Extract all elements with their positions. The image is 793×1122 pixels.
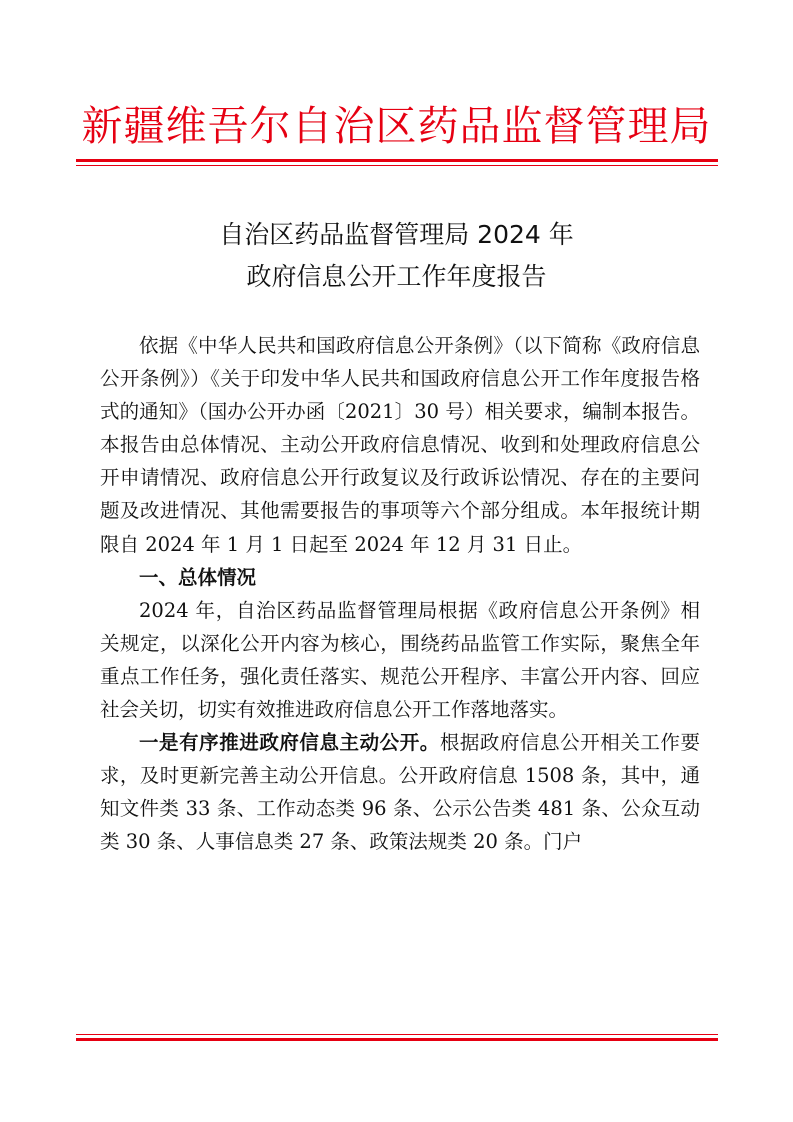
point1-lead: 一是有序推进政府信息主动公开。: [139, 731, 440, 755]
header-rule-thick: [76, 159, 718, 162]
document-title-line2: 政府信息公开工作年度报告: [246, 262, 547, 291]
document-title: [60, 214, 733, 298]
header-rule-thin: [76, 165, 718, 166]
intro-paragraph: 依据《中华人民共和国政府信息公开条例》（以下简称《政府信息公开条例》）《关于印发中华人民共和国政府信息公开工作年度报告格式的通知》（国办公开办函〔2021〕30 号）相关要求，编制本报告。本报告由总体情况、主动公开政府信息情况、收到和处理政府信息公开申请情况、政府信息公开行政复议及行政诉讼情况、存在的主要问题及改进情况、其他需要报告的事项等六个部分组成。本年报统计期限自 2024 年 1 月 1 日起至 2024 年 12 月 31 日止。: [100, 334, 700, 556]
section1-paragraph: 2024 年，自治区药品监督管理局根据《政府信息公开条例》相关规定，以深化公开内容为核心，围绕药品监管工作实际，聚焦全年重点工作任务，强化责任落实、规范公开程序、丰富公开内容、回应社会关切，切实有效推进政府信息公开工作落地落实。: [100, 598, 700, 722]
point1-text: 根据政府信息公开相关工作要求，及时更新完善主动公开信息。公开政府信息 1508 条，其中，通知文件类 33 条、工作动态类 96 条、公示公告类 481 条、公众互动类 30 条、人事信息类 27 条、政策法规类 20 条。门户: [100, 731, 700, 854]
footer-rule-thin: [76, 1034, 718, 1035]
footer-rule-thick: [76, 1038, 718, 1041]
document-title-line1: 自治区药品监督管理局 2024 年: [219, 220, 574, 249]
header-org-name: 新疆维吾尔自治区药品监督管理局: [81, 102, 712, 150]
document-body: [100, 329, 700, 859]
section1-heading: 一、总体情况: [139, 565, 257, 589]
point1-paragraph: [100, 726, 700, 858]
